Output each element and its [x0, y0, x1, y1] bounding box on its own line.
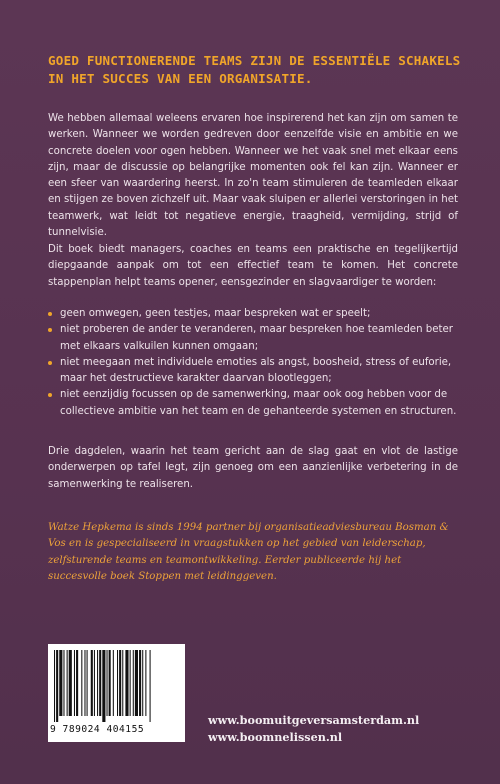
- list-item-text: niet meegaan met individuele emoties als angst, boosheid, stress of euforie, maar het destructieve karakter daarvan blootleggen;: [60, 356, 452, 385]
- publisher-websites: [208, 712, 448, 746]
- list-item-text: geen omwegen, geen testjes, maar bespreken wat er speelt;: [60, 308, 371, 319]
- list-item: [48, 322, 458, 355]
- barcode-bars-icon: [52, 650, 181, 722]
- isbn-number: 9 789024 404155: [50, 724, 145, 735]
- list-item: [48, 355, 458, 388]
- bullet-dot-icon: [48, 328, 52, 332]
- bullet-dot-icon: [48, 361, 52, 365]
- website-link-2[interactable]: www.boomnelissen.nl: [208, 730, 343, 744]
- intro-paragraph: We hebben allemaal weleens ervaren hoe inspirerend het kan zijn om samen te werken. Wanneer we worden gedreven door eenzelfde visie en ambitie en we concrete doelen voor ogen hebben. Wanneer we het vaak snel met elkaar eens zijn, maar de discussie op belangrijke momenten ook fel kan zijn. Wanneer er een sfeer van waardering heerst. In zo'n team stimuleren de teamleden elkaar en stijgen ze boven zichzelf uit. Maar vaak sluipen er allerlei verstoringen in het teamwerk, wat leidt tot negatieve energie, traagheid, vermijding, strijd of tunnelvisie.: [48, 113, 458, 239]
- list-item: [48, 387, 458, 420]
- list-item-text: niet proberen de ander te veranderen, maar bespreken hoe teamleden beter met elkaars valkuilen kunnen omgaan;: [60, 324, 453, 352]
- list-item: [48, 306, 458, 322]
- bullet-dot-icon: [48, 312, 52, 316]
- website-link-1[interactable]: www.boomuitgeversamsterdam.nl: [208, 713, 420, 727]
- cover-headline: GOED FUNCTIONERENDE TEAMS ZIJN DE ESSENTIËLE SCHAKELS IN HET SUCCES VAN EEN ORGANISATIE.: [48, 53, 461, 86]
- result-paragraph: Drie dagdelen, waarin het team gericht aan de slag gaat en vlot de lastige onderwerpen op tafel legt, zijn genoeg om een aanzienlijke verbetering in de samenwerking te realiseren.: [48, 446, 458, 490]
- author-bio: Watze Hepkema is sinds 1994 partner bij organisatieadviesbureau Bosman & Vos en is gespecialiseerd in vraagstukken op het gebied van leiderschap, zelfsturende teams en teamontwikkeling. Eerder publiceerde hij het succesvolle boek Stoppen met leidinggeven.: [48, 522, 449, 582]
- list-item-text: niet eenzijdig focussen op de samenwerking, maar ook oog hebben voor de collectieve ambitie van het team en de gehanteerde systemen en structuren.: [60, 389, 457, 417]
- approach-paragraph: Dit boek biedt managers, coaches en teams een praktische en tegelijkertijd diepgaande aanpak om tot een effectief team te komen. Het concrete stappenplan helpt teams opener, eensgezinder en slagvaardiger te worden:: [48, 244, 458, 288]
- steps-list: [48, 306, 458, 420]
- barcode: [48, 644, 185, 742]
- bullet-dot-icon: [48, 393, 52, 397]
